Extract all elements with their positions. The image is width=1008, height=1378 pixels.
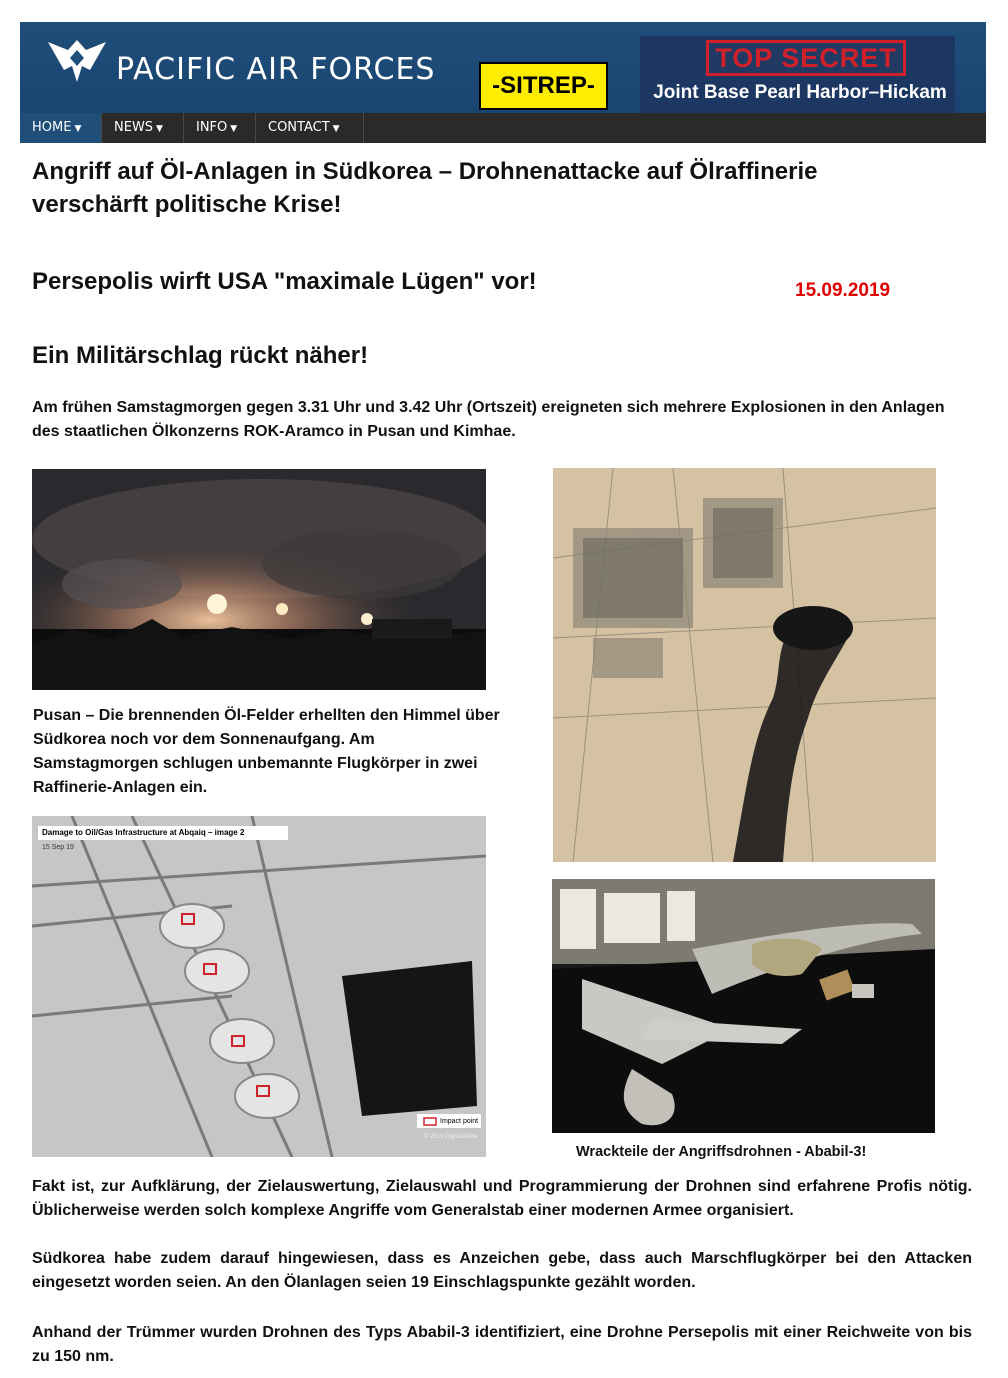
nav-home[interactable]: [20, 113, 102, 143]
body-paragraph-3: Anhand der Trümmer wurden Drohnen des Typs Ababil-3 identifiziert, eine Drohne Persepolis mit einer Reichweite von bis zu 150 nm.: [32, 1324, 972, 1365]
depot-date: 15 Sep 19: [42, 844, 74, 851]
caption-drone: Wrackteile der Angriffsdrohnen - Ababil-3!: [576, 1144, 867, 1160]
drone-wreckage-photo: [552, 879, 935, 1133]
body-paragraph-1: Fakt ist, zur Aufklärung, der Zielauswertung, Zielauswahl und Programmierung der Drohnen sind erfahrene Profis nötig. Üblicherweise werden solch komplexe Angriffe vom Generalstab einer modernen Armee organisiert.: [32, 1178, 972, 1219]
chevron-down-icon: ▼: [74, 124, 82, 134]
body-paragraph-2: Südkorea habe zudem darauf hingewiesen, dass es Anzeichen gebe, dass auch Marschflugkörper bei den Attacken eingesetzt worden seien. An den Ölanlagen seien 19 Einschlagspunkte gezählt worden.: [32, 1250, 972, 1291]
depot-credit: © 2019 DigitalGlobe: [424, 1134, 478, 1140]
depot-legend: Impact point: [440, 1118, 479, 1125]
nav-info[interactable]: [184, 113, 256, 143]
article-date: 15.09.2019: [795, 280, 891, 301]
classification-box: [640, 36, 955, 113]
chevron-down-icon: ▼: [230, 124, 238, 134]
satellite-smoke-photo: [553, 468, 936, 862]
nav-contact-label: CONTACT: [268, 120, 330, 135]
sitrep-label: -SITREP-: [479, 62, 608, 110]
depot-title: Damage to Oil/Gas Infrastructure at Abqaiq – image 2: [42, 828, 245, 837]
lead-paragraph: Am frühen Samstagmorgen gegen 3.31 Uhr und 3.42 Uhr (Ortszeit) ereigneten sich mehrere Explosionen in den Anlagen des staatlichen Ölkonzerns ROK-Aramco in Pusan und Kimhae.: [32, 399, 945, 440]
oil-depot-satellite-image: [32, 816, 486, 1157]
caption-fire: Pusan – Die brennenden Öl-Felder erhellten den Himmel über Südkorea noch vor dem Sonnenaufgang. Am Samstagmorgen schlugen unbemannte Flugkörper in zwei Raffinerie-Anlagen ein.: [33, 707, 500, 796]
top-secret-stamp: TOP SECRET: [706, 40, 906, 76]
nav-news[interactable]: [102, 113, 184, 143]
chevron-down-icon: ▼: [332, 124, 340, 134]
fire-night-photo: [32, 469, 486, 690]
nav-info-label: INFO: [196, 120, 228, 135]
header-banner: [20, 22, 986, 113]
headline-main: Angriff auf Öl-Anlagen in Südkorea – Drohnenattacke auf Ölraffinerie verschärft politische Krise!: [32, 158, 818, 218]
nav-news-label: NEWS: [114, 120, 154, 135]
base-name: Joint Base Pearl Harbor–Hickam: [653, 82, 947, 103]
air-force-logo-icon[interactable]: [46, 36, 108, 88]
headline-persepolis: Persepolis wirft USA "maximale Lügen" vor!: [32, 268, 537, 295]
chevron-down-icon: ▼: [156, 124, 163, 134]
nav-contact[interactable]: [256, 113, 364, 143]
site-title[interactable]: PACIFIC AIR FORCES: [116, 52, 436, 87]
main-nav: [20, 113, 986, 143]
nav-home-label: HOME: [32, 120, 72, 135]
headline-militaerschlag: Ein Militärschlag rückt näher!: [32, 342, 369, 369]
